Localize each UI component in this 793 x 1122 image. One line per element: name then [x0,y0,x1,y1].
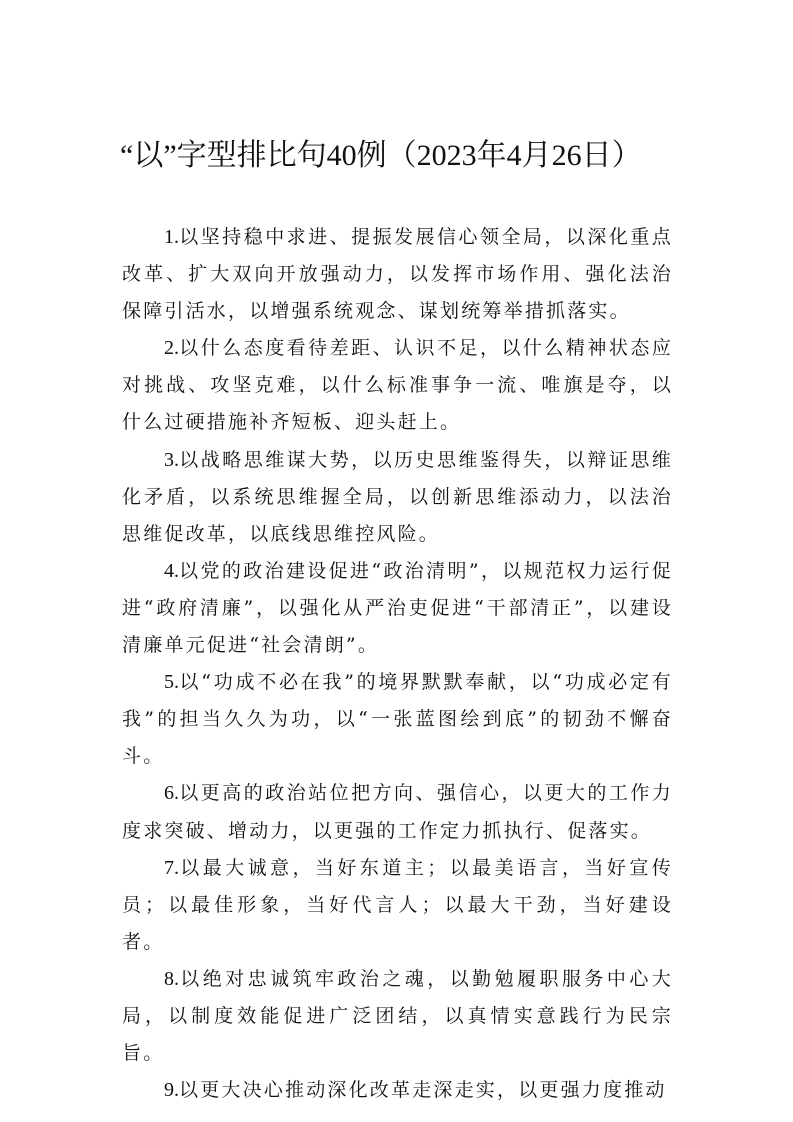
paragraph-number: 4. [164,559,179,582]
paragraph-number: 2. [164,337,179,360]
paragraph-8 [122,961,673,1072]
paragraph-6 [122,775,673,849]
paragraph-number: 6. [164,782,179,805]
paragraph-5 [122,664,673,775]
paragraph-text: 以“功成不必在我”的境界默默奉献，以“功成必定有我”的担当久久为功，以“一张蓝图绘到底”的韧劲不懈奋斗。 [122,671,673,768]
document-title: “以”字型排比句40例（2023年4月26日） [120,139,642,172]
paragraph-1 [122,219,673,330]
paragraph-7 [122,850,673,961]
paragraph-4 [122,553,673,664]
paragraph-number: 9. [164,1079,179,1102]
paragraph-text: 以坚持稳中求进、提振发展信心领全局，以深化重点改革、扩大双向开放强动力，以发挥市场作用、强化法治保障引活水，以增强系统观念、谋划统筹举措抓落实。 [122,226,673,323]
paragraph-number: 3. [164,448,179,471]
paragraph-text: 以战略思维谋大势，以历史思维鉴得失，以辩证思维化矛盾，以系统思维握全局，以创新思维添动力，以法治思维促改革，以底线思维控风险。 [122,448,673,545]
paragraph-number: 5. [164,671,179,694]
paragraph-text: 以党的政治建设促进“政治清明”，以规范权力运行促进“政府清廉”，以强化从严治吏促进“干部清正”，以建设清廉单元促进“社会清朗”。 [122,559,673,657]
paragraph-text: 以绝对忠诚筑牢政治之魂，以勤勉履职服务中心大局，以制度效能促进广泛团结，以真情实意践行为民宗旨。 [122,967,673,1065]
paragraph-text: 以最大诚意，当好东道主；以最美语言，当好宣传员；以最佳形象，当好代言人；以最大干劲，当好建设者。 [122,856,673,953]
paragraph-3 [122,442,673,553]
paragraph-text: 以什么态度看待差距、认识不足，以什么精神状态应对挑战、攻坚克难，以什么标准事争一流、唯旗是夺，以什么过硬措施补齐短板、迎头赶上。 [122,337,673,434]
paragraph-number: 8. [164,967,179,990]
paragraph-number: 7. [164,856,179,879]
paragraph-text: 以更大决心推动深化改革走深走实，以更强力度推动 [179,1079,667,1102]
document-body [122,219,673,1109]
paragraph-9 [122,1072,673,1109]
paragraph-2 [122,330,673,441]
paragraph-number: 1. [164,226,179,248]
paragraph-text: 以更高的政治站位把方向、强信心，以更大的工作力度求突破、增动力，以更强的工作定力抓执行、促落实。 [122,782,673,842]
